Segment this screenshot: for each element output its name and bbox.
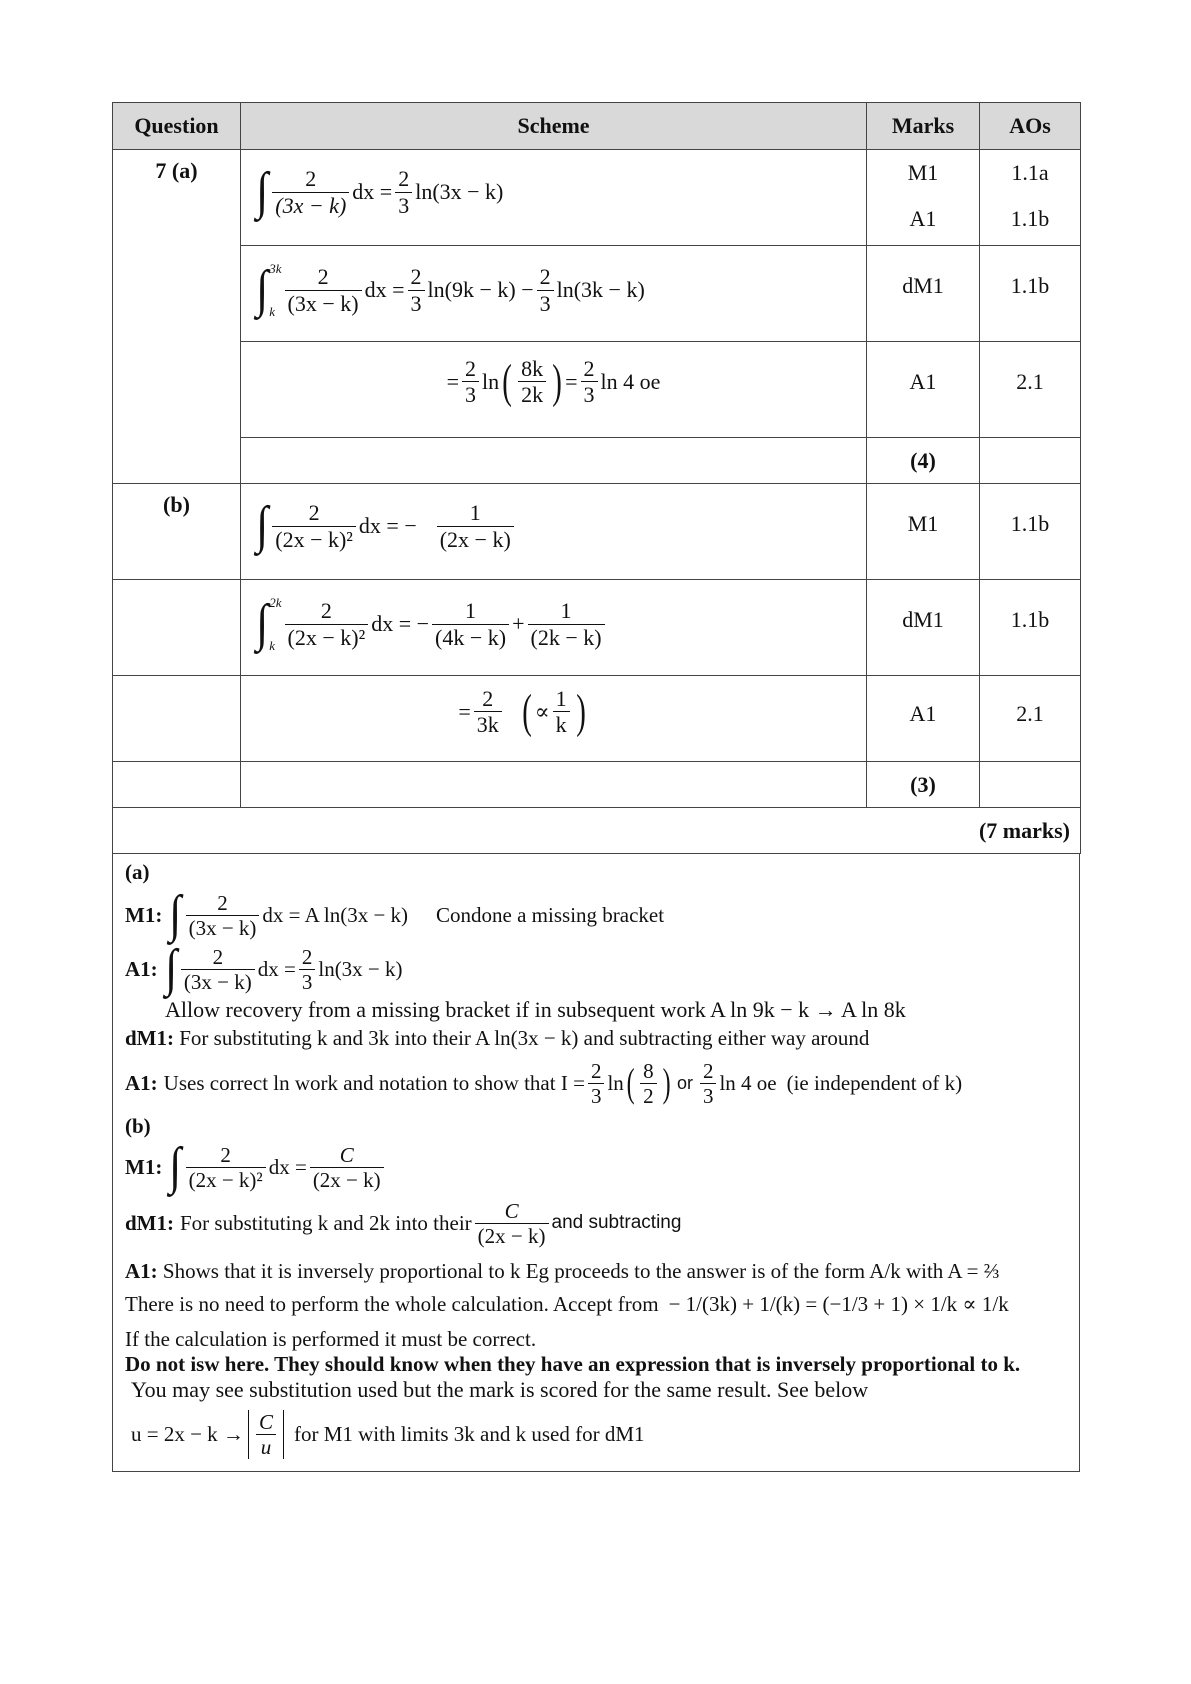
aos-header: AOs: [980, 103, 1081, 150]
part-a-row-1: [113, 150, 1081, 246]
note-b-a1: A1: Shows that it is inversely proportional to k Eg proceeds to the answer is of the form A/k with A = ⅔: [125, 1258, 1000, 1283]
note-a-recovery: Allow recovery from a missing bracket if in subsequent work A ln 9k − k → A ln 8k: [165, 997, 906, 1023]
part-b-eq3: = $\frac{2}{3k}$ ( ∝ $\frac{1}{k}$ ): [241, 676, 867, 762]
note-b-u: u = 2x − k → $\frac{C}{u}$ for M1 with limits 3k and k used for dM1: [131, 1409, 645, 1459]
mark-scheme: [112, 102, 1080, 1472]
part-b-marks-2: dM1: [867, 580, 980, 676]
marks-header: Marks: [867, 103, 980, 150]
part-b-label: (b): [113, 484, 241, 580]
total-row: [113, 808, 1081, 854]
note-b-m1: M1: ∫ $\frac{2}{\text{(2x − k)²}}$ dx = $\frac{C}{(2x - k)}$: [125, 1141, 1069, 1193]
part-b-row-1: [113, 484, 1081, 580]
part-a-subtotal-row: [113, 438, 1081, 484]
part-a-label: 7 (a): [113, 150, 241, 484]
note-a-a1b: A1: Uses correct ln work and notation to show that I = $\frac{2}{3}$ ln ( $\frac{8}{2}$ ) or $\frac{2}{3}$ ln 4 oe (ie independent of k): [125, 1058, 963, 1108]
notes-b-heading: (b): [125, 1114, 151, 1139]
guidance-notes: [112, 854, 1080, 1472]
part-a-aos-2: 1.1b: [980, 246, 1081, 342]
note-b-calc: If the calculation is performed it must be correct.: [125, 1326, 537, 1351]
note-b-isw: Do not isw here. They should know when they have an expression that is inversely proportional to k.: [125, 1352, 1021, 1377]
part-a-row-3: [113, 342, 1081, 438]
part-a-row-2: [113, 246, 1081, 342]
part-b-eq2: ∫ 2k k $\frac{2}{\text{(2x − k)²}}$ dx = − $\frac{1}{(4k - k)}$ + $\frac{1}{(2k - k)}$: [241, 580, 867, 676]
part-a-aos-1: 1.1a 1.1b: [980, 150, 1081, 246]
part-b-row-2: [113, 580, 1081, 676]
part-b-aos-3: 2.1: [980, 676, 1081, 762]
part-b-marks-1: M1: [867, 484, 980, 580]
scheme-header: Scheme: [241, 103, 867, 150]
header-row: [113, 103, 1081, 150]
note-a-a1: A1: ∫ $\frac{2}{(3x - k)}$ dx = $\frac{2}{3}$ ln(3x − k): [125, 940, 403, 998]
scheme-table: [112, 102, 1081, 854]
part-b-row-3: [113, 676, 1081, 762]
question-header: Question: [113, 103, 241, 150]
part-a-eq3: = $\frac{2}{3}$ ln ( $\frac{8k}{2k}$ ) = $\frac{2}{3}$ ln 4 oe: [241, 342, 867, 438]
part-b-subtotal: (3): [867, 762, 980, 808]
part-a-aos-3: 2.1: [980, 342, 1081, 438]
part-a-marks-2: dM1: [867, 246, 980, 342]
part-b-subtotal-row: [113, 762, 1081, 808]
part-b-aos-2: 1.1b: [980, 580, 1081, 676]
note-b-dm1: dM1: For substituting k and 2k into their $\frac{C}{(2x - k)}$ and subtracting: [125, 1199, 682, 1249]
part-a-eq2: ∫ 3k k $\frac{2}{(3x - k)}$ dx = $\frac{2}{3}$ ln(9k − k) − $\frac{2}{3}$ ln(3k − k): [241, 246, 867, 342]
part-b-aos-1: 1.1b: [980, 484, 1081, 580]
part-a-marks-3: A1: [867, 342, 980, 438]
part-a-eq1: ∫ $\frac{2}{(3x - k)}$ dx = $\frac{2}{3}$ ln(3x − k): [241, 150, 867, 246]
note-b-subst: You may see substitution used but the mark is scored for the same result. See below: [131, 1377, 869, 1403]
note-a-dm1: dM1: For substituting k and 3k into their A ln(3x − k) and subtracting either way around: [125, 1025, 870, 1050]
note-a-m1: M1: ∫ $\frac{2}{(3x - k)}$ dx = A ln(3x − k) Condone a missing bracket: [125, 886, 665, 944]
total-marks: (7 marks): [113, 808, 1081, 854]
notes-a-heading: (a): [125, 860, 150, 884]
part-b-marks-3: A1: [867, 676, 980, 762]
note-b-accept: There is no need to perform the whole calculation. Accept from − 1/(3k) + 1/(k) = (−1/3 + 1) × 1/k ∝ 1/k: [125, 1291, 1009, 1316]
part-a-subtotal: (4): [867, 438, 980, 484]
part-b-eq1: ∫ $\frac{2}{\text{(2x − k)²}}$ dx = − $\frac{1}{(2x - k)}$: [241, 484, 867, 580]
part-a-marks-1: M1 A1: [867, 150, 980, 246]
